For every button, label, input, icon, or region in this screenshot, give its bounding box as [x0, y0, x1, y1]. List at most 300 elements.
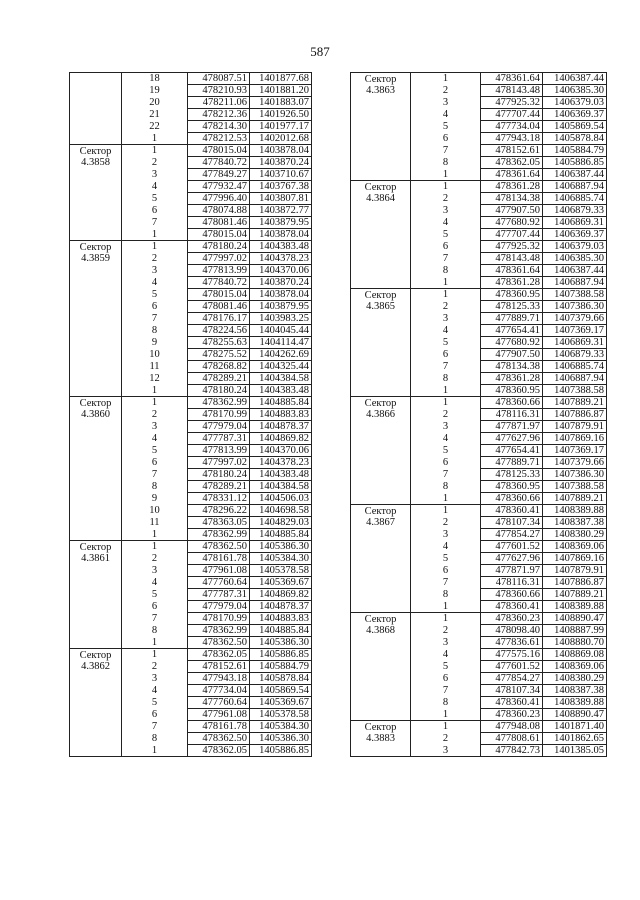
y-coordinate: 1404869.82: [250, 433, 312, 445]
point-number: 1: [122, 637, 188, 649]
point-number: 10: [122, 505, 188, 517]
point-number: 1: [411, 385, 481, 397]
point-number: 21: [122, 109, 188, 121]
y-coordinate: 1404370.06: [250, 445, 312, 457]
x-coordinate: 477760.64: [188, 697, 250, 709]
y-coordinate: 1405886.85: [543, 157, 607, 169]
x-coordinate: 478214.30: [188, 121, 250, 133]
y-coordinate: 1401881.20: [250, 85, 312, 97]
x-coordinate: 477601.52: [481, 541, 543, 553]
point-number: 5: [122, 289, 188, 301]
point-number: 5: [411, 337, 481, 349]
sector-code: 4.3863: [366, 85, 395, 96]
y-coordinate: 1404384.58: [250, 481, 312, 493]
y-coordinate: 1404878.37: [250, 601, 312, 613]
coordinate-row: [70, 73, 312, 85]
y-coordinate: 1408380.29: [543, 529, 607, 541]
x-coordinate: 477680.92: [481, 337, 543, 349]
x-coordinate: 478296.22: [188, 505, 250, 517]
x-coordinate: 478161.78: [188, 721, 250, 733]
sector-word: Сектор: [364, 74, 397, 85]
y-coordinate: 1406387.44: [543, 73, 607, 85]
x-coordinate: 478152.61: [481, 145, 543, 157]
sector-word: Сектор: [79, 398, 112, 409]
point-number: 5: [122, 697, 188, 709]
y-coordinate: 1403870.24: [250, 157, 312, 169]
point-number: 1: [122, 229, 188, 241]
y-coordinate: 1403878.04: [250, 145, 312, 157]
point-number: 4: [122, 685, 188, 697]
x-coordinate: 478331.12: [188, 493, 250, 505]
x-coordinate: 478210.93: [188, 85, 250, 97]
point-number: 2: [411, 517, 481, 529]
point-number: 4: [411, 325, 481, 337]
y-coordinate: 1407386.30: [543, 301, 607, 313]
point-number: 6: [122, 301, 188, 313]
point-number: 7: [122, 469, 188, 481]
coordinate-row: [351, 613, 607, 625]
y-coordinate: 1405386.30: [250, 541, 312, 553]
coordinate-row: [70, 241, 312, 253]
x-coordinate: 478176.17: [188, 313, 250, 325]
y-coordinate: 1404383.48: [250, 469, 312, 481]
point-number: 8: [122, 325, 188, 337]
point-number: 3: [411, 313, 481, 325]
point-number: 1: [411, 289, 481, 301]
y-coordinate: 1406887.94: [543, 373, 607, 385]
x-coordinate: 478170.99: [188, 613, 250, 625]
sector-code: 4.3861: [81, 553, 110, 564]
x-coordinate: 478098.40: [481, 625, 543, 637]
y-coordinate: 1408887.99: [543, 625, 607, 637]
point-number: 7: [122, 613, 188, 625]
y-coordinate: 1405886.85: [250, 745, 312, 757]
x-coordinate: 477961.08: [188, 565, 250, 577]
y-coordinate: 1407369.17: [543, 325, 607, 337]
y-coordinate: 1401871.40: [543, 721, 607, 733]
x-coordinate: 477871.97: [481, 421, 543, 433]
point-number: 8: [411, 589, 481, 601]
y-coordinate: 1401883.07: [250, 97, 312, 109]
y-coordinate: 1408389.88: [543, 601, 607, 613]
point-number: 3: [411, 637, 481, 649]
sector-label: [70, 397, 122, 541]
y-coordinate: 1401877.68: [250, 73, 312, 85]
coordinates-table-left: [69, 72, 312, 757]
sector-word: Сектор: [364, 506, 397, 517]
point-number: 1: [411, 601, 481, 613]
point-number: 4: [122, 277, 188, 289]
x-coordinate: 477654.41: [481, 325, 543, 337]
page-number: 587: [310, 44, 330, 59]
y-coordinate: 1407886.87: [543, 409, 607, 421]
point-number: 6: [411, 565, 481, 577]
x-coordinate: 478107.34: [481, 685, 543, 697]
point-number: 3: [122, 421, 188, 433]
x-coordinate: 478360.95: [481, 481, 543, 493]
y-coordinate: 1404262.69: [250, 349, 312, 361]
point-number: 9: [122, 337, 188, 349]
y-coordinate: 1407889.21: [543, 493, 607, 505]
point-number: 4: [122, 577, 188, 589]
point-number: 3: [122, 565, 188, 577]
y-coordinate: 1408869.08: [543, 649, 607, 661]
sector-label: [351, 721, 411, 757]
y-coordinate: 1405378.58: [250, 709, 312, 721]
point-number: 3: [411, 97, 481, 109]
point-number: 6: [122, 709, 188, 721]
point-number: 2: [411, 733, 481, 745]
y-coordinate: 1408369.06: [543, 661, 607, 673]
y-coordinate: 1407879.91: [543, 565, 607, 577]
point-number: 8: [122, 733, 188, 745]
coordinate-row: [351, 397, 607, 409]
point-number: 1: [411, 397, 481, 409]
coordinate-row: [351, 181, 607, 193]
x-coordinate: 478134.38: [481, 361, 543, 373]
x-coordinate: 478224.56: [188, 325, 250, 337]
y-coordinate: 1406385.30: [543, 85, 607, 97]
y-coordinate: 1404370.06: [250, 265, 312, 277]
point-number: 2: [411, 409, 481, 421]
x-coordinate: 477997.02: [188, 253, 250, 265]
x-coordinate: 478362.50: [188, 733, 250, 745]
point-number: 1: [411, 709, 481, 721]
point-number: 6: [411, 349, 481, 361]
y-coordinate: 1406887.94: [543, 181, 607, 193]
point-number: 8: [122, 481, 188, 493]
y-coordinate: 1403878.04: [250, 229, 312, 241]
x-coordinate: 477840.72: [188, 157, 250, 169]
y-coordinate: 1404384.58: [250, 373, 312, 385]
y-coordinate: 1404883.83: [250, 409, 312, 421]
x-coordinate: 478360.23: [481, 613, 543, 625]
point-number: 6: [122, 601, 188, 613]
point-number: 1: [122, 385, 188, 397]
point-number: 1: [411, 169, 481, 181]
point-number: 22: [122, 121, 188, 133]
sector-word: Сектор: [79, 146, 112, 157]
y-coordinate: 1401862.65: [543, 733, 607, 745]
sector-label: [70, 241, 122, 397]
y-coordinate: 1401977.17: [250, 121, 312, 133]
point-number: 12: [122, 373, 188, 385]
point-number: 20: [122, 97, 188, 109]
x-coordinate: 477813.99: [188, 445, 250, 457]
y-coordinate: 1403878.04: [250, 289, 312, 301]
x-coordinate: 478211.06: [188, 97, 250, 109]
point-number: 2: [411, 625, 481, 637]
x-coordinate: 478212.36: [188, 109, 250, 121]
x-coordinate: 478289.21: [188, 373, 250, 385]
y-coordinate: 1405378.58: [250, 565, 312, 577]
sector-code: 4.3866: [366, 409, 395, 420]
y-coordinate: 1401385.05: [543, 745, 607, 757]
y-coordinate: 1405386.30: [250, 733, 312, 745]
y-coordinate: 1404378.23: [250, 457, 312, 469]
x-coordinate: 478362.99: [188, 397, 250, 409]
point-number: 3: [122, 169, 188, 181]
x-coordinate: 478275.52: [188, 349, 250, 361]
coordinate-row: [351, 505, 607, 517]
x-coordinate: 478125.33: [481, 301, 543, 313]
x-coordinate: 477925.32: [481, 241, 543, 253]
point-number: 1: [122, 529, 188, 541]
x-coordinate: 478360.66: [481, 493, 543, 505]
y-coordinate: 1407379.66: [543, 457, 607, 469]
sector-label: [70, 73, 122, 145]
x-coordinate: 478360.23: [481, 709, 543, 721]
x-coordinate: 478361.64: [481, 169, 543, 181]
sector-label: [351, 73, 411, 181]
x-coordinate: 477627.96: [481, 433, 543, 445]
x-coordinate: 478255.63: [188, 337, 250, 349]
point-number: 1: [122, 397, 188, 409]
point-number: 1: [122, 649, 188, 661]
x-coordinate: 477997.02: [188, 457, 250, 469]
y-coordinate: 1403710.67: [250, 169, 312, 181]
y-coordinate: 1408880.70: [543, 637, 607, 649]
y-coordinate: 1405386.30: [250, 637, 312, 649]
point-number: 4: [411, 109, 481, 121]
x-coordinate: 477575.16: [481, 649, 543, 661]
point-number: 7: [411, 253, 481, 265]
x-coordinate: 477932.47: [188, 181, 250, 193]
point-number: 7: [411, 685, 481, 697]
point-number: 4: [411, 433, 481, 445]
point-number: 1: [122, 745, 188, 757]
point-number: 8: [411, 265, 481, 277]
sector-word: Сектор: [79, 650, 112, 661]
point-number: 11: [122, 517, 188, 529]
coordinate-row: [70, 649, 312, 661]
x-coordinate: 477907.50: [481, 349, 543, 361]
x-coordinate: 477707.44: [481, 109, 543, 121]
x-coordinate: 478362.50: [188, 637, 250, 649]
y-coordinate: 1406885.74: [543, 193, 607, 205]
sector-label: [70, 145, 122, 241]
x-coordinate: 478015.04: [188, 145, 250, 157]
y-coordinate: 1402012.68: [250, 133, 312, 145]
x-coordinate: 478161.78: [188, 553, 250, 565]
y-coordinate: 1404045.44: [250, 325, 312, 337]
point-number: 11: [122, 361, 188, 373]
point-number: 1: [122, 133, 188, 145]
x-coordinate: 477707.44: [481, 229, 543, 241]
sector-label: [70, 649, 122, 757]
x-coordinate: 478212.53: [188, 133, 250, 145]
point-number: 6: [411, 133, 481, 145]
x-coordinate: 478074.88: [188, 205, 250, 217]
y-coordinate: 1407879.91: [543, 421, 607, 433]
x-coordinate: 478180.24: [188, 385, 250, 397]
x-coordinate: 477849.27: [188, 169, 250, 181]
point-number: 7: [411, 469, 481, 481]
y-coordinate: 1406387.44: [543, 169, 607, 181]
point-number: 7: [411, 577, 481, 589]
x-coordinate: 478361.28: [481, 373, 543, 385]
point-number: 3: [411, 529, 481, 541]
y-coordinate: 1403879.95: [250, 217, 312, 229]
x-coordinate: 477734.04: [188, 685, 250, 697]
y-coordinate: 1404885.84: [250, 625, 312, 637]
x-coordinate: 478116.31: [481, 577, 543, 589]
y-coordinate: 1408387.38: [543, 517, 607, 529]
x-coordinate: 478081.46: [188, 301, 250, 313]
x-coordinate: 478143.48: [481, 253, 543, 265]
point-number: 8: [122, 625, 188, 637]
y-coordinate: 1405886.85: [250, 649, 312, 661]
point-number: 19: [122, 85, 188, 97]
y-coordinate: 1406869.31: [543, 217, 607, 229]
sector-label: [351, 505, 411, 613]
x-coordinate: 477979.04: [188, 421, 250, 433]
y-coordinate: 1406885.74: [543, 361, 607, 373]
y-coordinate: 1405878.84: [250, 673, 312, 685]
x-coordinate: 477961.08: [188, 709, 250, 721]
x-coordinate: 478360.66: [481, 589, 543, 601]
x-coordinate: 477854.27: [481, 673, 543, 685]
y-coordinate: 1407869.16: [543, 433, 607, 445]
point-number: 7: [122, 313, 188, 325]
y-coordinate: 1407379.66: [543, 313, 607, 325]
point-number: 2: [122, 409, 188, 421]
point-number: 7: [122, 217, 188, 229]
y-coordinate: 1404383.48: [250, 385, 312, 397]
y-coordinate: 1407886.87: [543, 577, 607, 589]
x-coordinate: 478362.05: [481, 157, 543, 169]
point-number: 18: [122, 73, 188, 85]
sector-word: Сектор: [364, 614, 397, 625]
y-coordinate: 1403767.38: [250, 181, 312, 193]
point-number: 4: [411, 649, 481, 661]
y-coordinate: 1408380.29: [543, 673, 607, 685]
y-coordinate: 1406869.31: [543, 337, 607, 349]
point-number: 4: [411, 541, 481, 553]
y-coordinate: 1407388.58: [543, 289, 607, 301]
x-coordinate: 478361.28: [481, 277, 543, 289]
y-coordinate: 1405384.30: [250, 721, 312, 733]
y-coordinate: 1405878.84: [543, 133, 607, 145]
y-coordinate: 1406385.30: [543, 253, 607, 265]
sector-label: [351, 289, 411, 397]
x-coordinate: 478289.21: [188, 481, 250, 493]
y-coordinate: 1408890.47: [543, 613, 607, 625]
sector-code: 4.3862: [81, 661, 110, 672]
x-coordinate: 477907.50: [481, 205, 543, 217]
point-number: 3: [411, 205, 481, 217]
y-coordinate: 1403872.77: [250, 205, 312, 217]
point-number: 1: [411, 721, 481, 733]
y-coordinate: 1406369.37: [543, 109, 607, 121]
x-coordinate: 477840.72: [188, 277, 250, 289]
y-coordinate: 1403879.95: [250, 301, 312, 313]
sector-word: Сектор: [364, 290, 397, 301]
point-number: 1: [411, 505, 481, 517]
point-number: 7: [411, 145, 481, 157]
y-coordinate: 1406887.94: [543, 277, 607, 289]
x-coordinate: 478360.66: [481, 397, 543, 409]
sector-word: Сектор: [79, 542, 112, 553]
point-number: 2: [122, 253, 188, 265]
x-coordinate: 478362.99: [188, 625, 250, 637]
point-number: 2: [122, 661, 188, 673]
x-coordinate: 478360.95: [481, 289, 543, 301]
sector-label: [351, 397, 411, 505]
x-coordinate: 478361.64: [481, 73, 543, 85]
x-coordinate: 478362.99: [188, 529, 250, 541]
y-coordinate: 1404869.82: [250, 589, 312, 601]
x-coordinate: 477889.71: [481, 313, 543, 325]
x-coordinate: 478180.24: [188, 241, 250, 253]
point-number: 1: [411, 277, 481, 289]
x-coordinate: 477979.04: [188, 601, 250, 613]
y-coordinate: 1408369.06: [543, 541, 607, 553]
coordinate-row: [351, 721, 607, 733]
y-coordinate: 1405369.67: [250, 697, 312, 709]
point-number: 8: [411, 373, 481, 385]
x-coordinate: 478125.33: [481, 469, 543, 481]
y-coordinate: 1407869.16: [543, 553, 607, 565]
y-coordinate: 1404378.23: [250, 253, 312, 265]
point-number: 3: [122, 265, 188, 277]
sector-label: [70, 541, 122, 649]
point-number: 1: [122, 241, 188, 253]
y-coordinate: 1405884.79: [250, 661, 312, 673]
x-coordinate: 478081.46: [188, 217, 250, 229]
point-number: 1: [122, 145, 188, 157]
coordinates-table-right: [350, 72, 607, 757]
x-coordinate: 478143.48: [481, 85, 543, 97]
point-number: 7: [411, 361, 481, 373]
y-coordinate: 1407369.17: [543, 445, 607, 457]
y-coordinate: 1401926.50: [250, 109, 312, 121]
sector-word: Сектор: [364, 722, 397, 733]
sector-code: 4.3864: [366, 193, 395, 204]
point-number: 6: [411, 673, 481, 685]
x-coordinate: 477854.27: [481, 529, 543, 541]
point-number: 5: [411, 661, 481, 673]
x-coordinate: 477836.61: [481, 637, 543, 649]
y-coordinate: 1406369.37: [543, 229, 607, 241]
point-number: 1: [122, 541, 188, 553]
y-coordinate: 1408389.88: [543, 697, 607, 709]
y-coordinate: 1405884.79: [543, 145, 607, 157]
y-coordinate: 1407388.58: [543, 385, 607, 397]
sector-word: Сектор: [364, 398, 397, 409]
x-coordinate: 477925.32: [481, 97, 543, 109]
point-number: 4: [122, 433, 188, 445]
y-coordinate: 1403807.81: [250, 193, 312, 205]
point-number: 8: [411, 481, 481, 493]
x-coordinate: 477948.08: [481, 721, 543, 733]
x-coordinate: 477627.96: [481, 553, 543, 565]
x-coordinate: 477996.40: [188, 193, 250, 205]
y-coordinate: 1408890.47: [543, 709, 607, 721]
point-number: 2: [411, 85, 481, 97]
y-coordinate: 1404325.44: [250, 361, 312, 373]
coordinate-row: [70, 145, 312, 157]
x-coordinate: 477871.97: [481, 565, 543, 577]
point-number: 2: [411, 193, 481, 205]
x-coordinate: 478362.05: [188, 745, 250, 757]
point-number: 1: [411, 493, 481, 505]
sector-code: 4.3865: [366, 301, 395, 312]
x-coordinate: 478152.61: [188, 661, 250, 673]
y-coordinate: 1403983.25: [250, 313, 312, 325]
point-number: 5: [411, 229, 481, 241]
point-number: 6: [411, 457, 481, 469]
